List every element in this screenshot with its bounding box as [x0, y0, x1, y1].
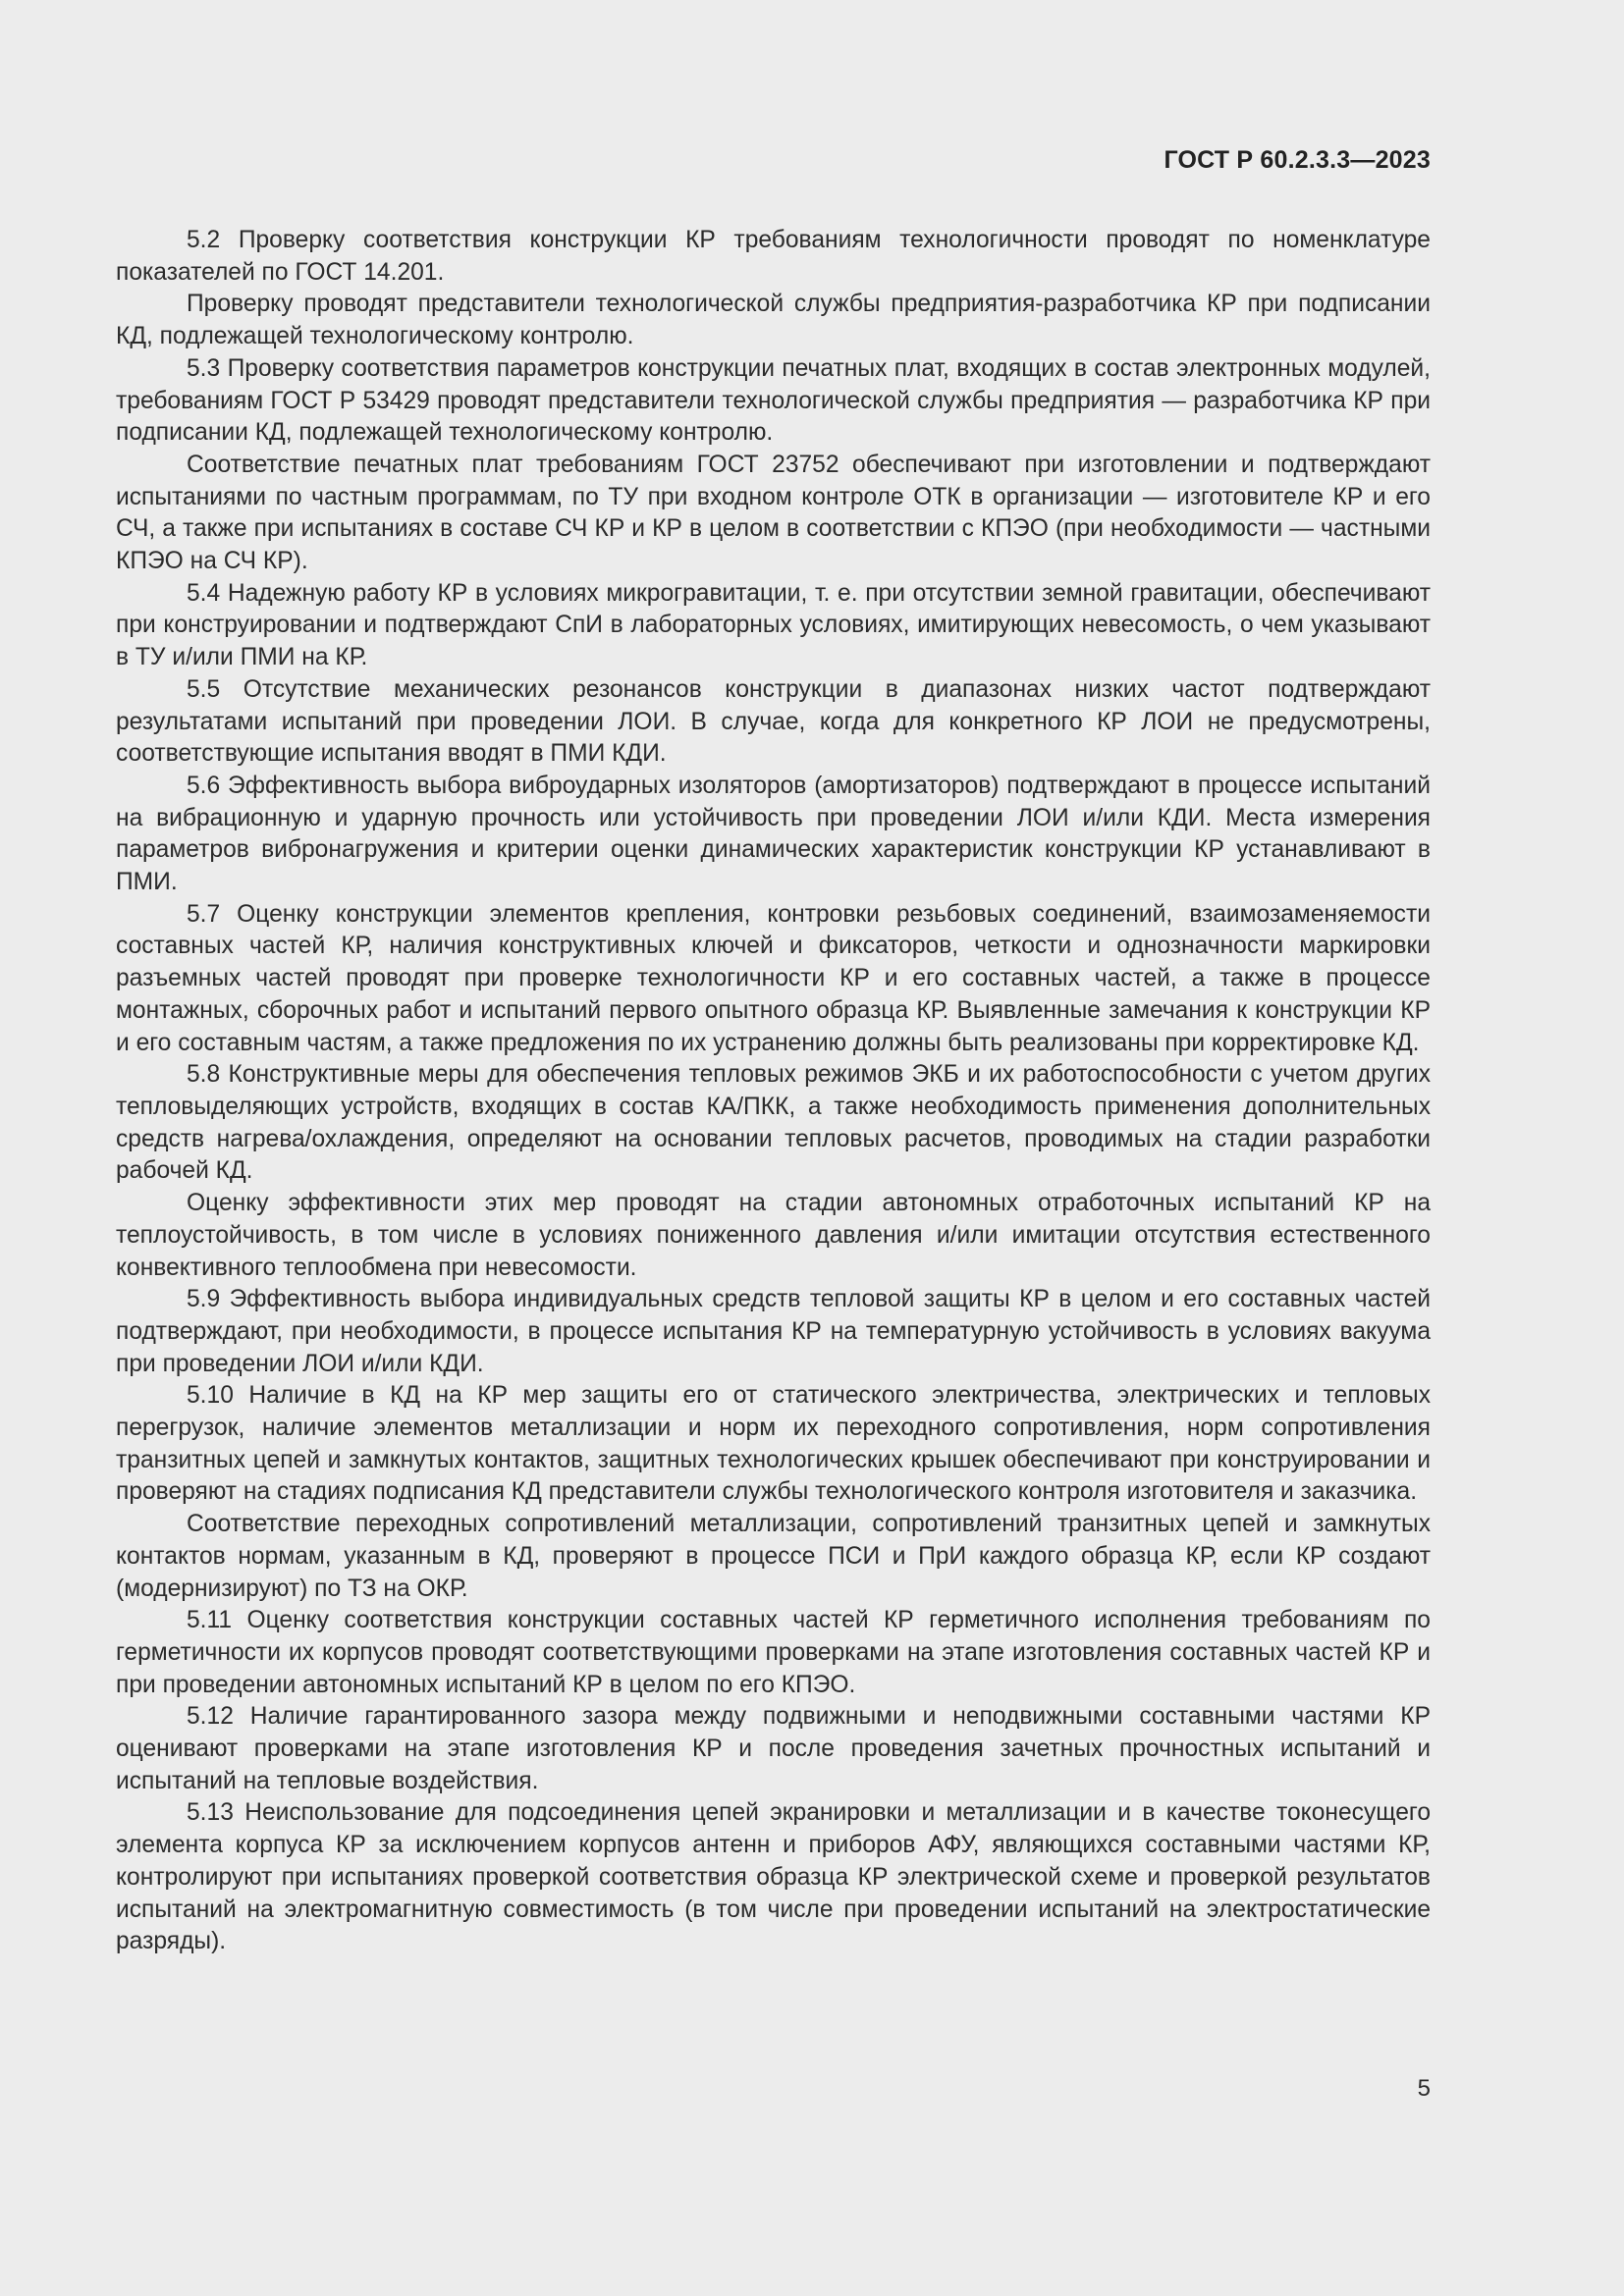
- paragraph-5-10: 5.10 Наличие в КД на КР мер защиты его от статического электричества, электрических и тепловых перегрузок, наличие элементов металлизации и норм их переходного сопротивления, норм сопротивления транзитных цепей и замкнутых контактов, защитных технологических крышек обеспечивают при конструировании и проверяют на стадиях подписания КД представители службы технологического контроля изготовителя и заказчика.: [116, 1382, 1431, 1506]
- paragraph-5-5: 5.5 Отсутствие механических резонансов конструкции в диапазонах низких частот подтверждают результатами испытаний при проведении ЛОИ. В случае, когда для конкретного КР ЛОИ не предусмотрены, соответствующие испытания вводят в ПМИ КДИ.: [116, 675, 1431, 768]
- paragraph-5-3-continued: Соответствие печатных плат требованиям ГОСТ 23752 обеспечивают при изготовлении и подтверждают испытаниями по частным программам, по ТУ при входном контроле ОТК в организации — изготовителе КР и его СЧ, а также при испытаниях в составе СЧ КР и КР в целом в соответствии с КПЭО (при необходимости — частными КПЭО на СЧ КР).: [116, 451, 1431, 575]
- paragraph-5-13: 5.13 Неиспользование для подсоединения цепей экранировки и металлизации и в качестве токонесущего элемента корпуса КР за исключением корпусов антенн и приборов АФУ, являющихся составными частями КР, контролируют при испытаниях проверкой соответствия образца КР электрической схеме и проверкой результатов испытаний на электромагнитную совместимость (в том числе при проведении испытаний на электростатические разряды).: [116, 1799, 1431, 1955]
- paragraph-5-2: 5.2 Проверку соответствия конструкции КР требованиям технологичности проводят по номенклатуре показателей по ГОСТ 14.201.: [116, 227, 1431, 286]
- page-number: 5: [1417, 2075, 1431, 2102]
- paragraph-5-4: 5.4 Надежную работу КР в условиях микрогравитации, т. е. при отсутствии земной гравитации, обеспечивают при конструировании и подтверждают СпИ в лабораторных условиях, имитирующих невесомость, о чем указывают в ТУ и/или ПМИ на КР.: [116, 579, 1431, 671]
- paragraph-5-8: 5.8 Конструктивные меры для обеспечения тепловых режимов ЭКБ и их работоспособности с учетом других тепловыделяющих устройств, входящих в состав КА/ПКК, а также необходимость применения дополнительных средств нагрева/охлаждения, определяют на основании тепловых расчетов, проводимых на стадии разработки рабочей КД.: [116, 1061, 1431, 1185]
- paragraph-5-10-continued: Соответствие переходных сопротивлений металлизации, сопротивлений транзитных цепей и замкнутых контактов нормам, указанным в КД, проверяют в процессе ПСИ и ПрИ каждого образца КР, если КР создают (модернизируют) по ТЗ на ОКР.: [116, 1511, 1431, 1602]
- standard-code-header: ГОСТ Р 60.2.3.3—2023: [1164, 146, 1431, 174]
- paragraph-5-8-continued: Оценку эффективности этих мер проводят на стадии автономных отработочных испытаний КР на теплоустойчивость, в том числе в условиях пониженного давления и/или имитации отсутствия естественного конвективного теплообмена при невесомости.: [116, 1190, 1431, 1281]
- paragraph-5-6: 5.6 Эффективность выбора виброударных изоляторов (амортизаторов) подтверждают в процессе испытаний на вибрационную и ударную прочность или устойчивость при проведении ЛОИ и/или КДИ. Места измерения параметров вибронагружения и критерии оценки динамических характеристик конструкции КР устанавливают в ПМИ.: [116, 772, 1431, 896]
- paragraph-5-11: 5.11 Оценку соответствия конструкции составных частей КР герметичного исполнения требованиям по герметичности их корпусов проводят соответствующими проверками на этапе изготовления составных частей КР и при проведении автономных испытаний КР в целом по его КПЭО.: [116, 1607, 1431, 1698]
- document-body: [116, 225, 1431, 1958]
- paragraph-5-9: 5.9 Эффективность выбора индивидуальных средств тепловой защиты КР в целом и его составных частей подтверждают, при необходимости, в процессе испытания КР на температурную устойчивость в условиях вакуума при проведении ЛОИ и/или КДИ.: [116, 1286, 1431, 1377]
- paragraph-5-7: 5.7 Оценку конструкции элементов крепления, контровки резьбовых соединений, взаимозаменяемости составных частей КР, наличия конструктивных ключей и фиксаторов, четкости и однозначности маркировки разъемных частей проводят при проверке технологичности КР и его составных частей, а также в процессе монтажных, сборочных работ и испытаний первого опытного образца КР. Выявленные замечания к конструкции КР и его составным частям, а также предложения по их устранению должны быть реализованы при корректировке КД.: [116, 900, 1431, 1056]
- paragraph-5-12: 5.12 Наличие гарантированного зазора между подвижными и неподвижными составными частями КР оценивают проверками на этапе изготовления КР и после проведения зачетных прочностных испытаний и испытаний на тепловые воздействия.: [116, 1703, 1431, 1794]
- paragraph-5-2-continued: Проверку проводят представители технологической службы предприятия-разработчика КР при подписании КД, подлежащей технологическому контролю.: [116, 291, 1431, 350]
- paragraph-5-3: 5.3 Проверку соответствия параметров конструкции печатных плат, входящих в состав электронных модулей, требованиям ГОСТ Р 53429 проводят представители технологической службы предприятия — разработчика КР при подписании КД, подлежащей технологическому контролю.: [116, 354, 1431, 447]
